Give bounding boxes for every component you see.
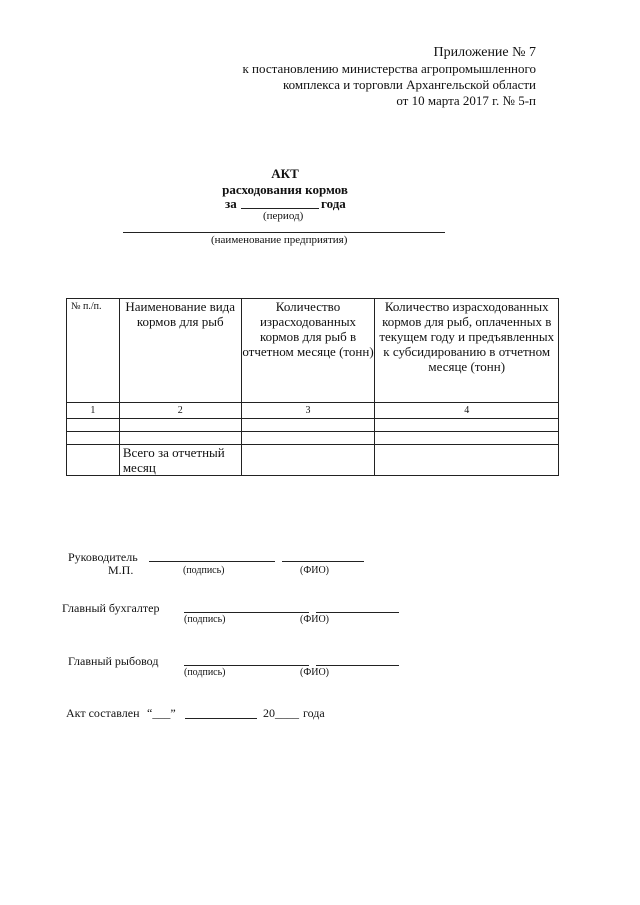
accountant-sign-line [184,612,309,613]
col-number-4: 4 [375,403,559,419]
head-fio-caption: (ФИО) [300,565,330,576]
col-number-1: 1 [67,403,120,419]
accountant-sign-caption: (подпись) [184,614,226,625]
act-made-label: Акт составлен [66,706,140,720]
table-cell [241,445,375,476]
enterprise-line [123,232,445,233]
accountant-fio-line [316,612,399,613]
header-quantity-subsidy: Количество израсходованных кормов для рыб, оплаченных в текущем году и предъявленных к субсидированию в отчетном месяце (тонн) [375,299,559,403]
col-number-2: 2 [119,403,241,419]
head-sign-caption: (подпись) [183,565,225,576]
fish-breeder-fio-caption: (ФИО) [300,667,330,678]
table-header-row [67,299,559,403]
feed-consumption-table [66,298,559,476]
table-cell [67,432,120,445]
za-label: за [225,196,237,211]
appendix-line-2: к постановлению министерства агропромышленного [242,61,536,76]
stamp-label: М.П. [108,563,134,577]
goda-label: года [321,196,346,211]
table-total-row [67,445,559,476]
header-number: № п./п. [67,299,120,403]
col-number-3: 3 [241,403,375,419]
table-row [67,432,559,445]
table-cell [375,419,559,432]
table-cell [375,432,559,445]
appendix-line-3: комплекса и торговли Архангельской области [282,77,536,92]
table-cell [119,419,241,432]
header-feed-name: Наименование вида кормов для рыб [119,299,241,403]
table-cell [119,432,241,445]
period-caption: (период) [263,210,304,222]
table-row [67,419,559,432]
table-column-numbers [67,403,559,419]
header-quantity-month: Количество израсходованных кормов для рыб в отчетном месяце (тонн) [241,299,375,403]
head-label: Руководитель [68,550,138,564]
act-year-prefix: 20____ [263,706,299,720]
act-year-suffix: года [303,706,325,720]
accountant-fio-caption: (ФИО) [300,614,330,625]
enterprise-caption: (наименование предприятия) [211,234,348,246]
accountant-label: Главный бухгалтер [62,601,160,615]
head-sign-line [149,561,275,562]
appendix-line-4: от 10 марта 2017 г. № 5-п [396,93,536,108]
act-title: АКТ [271,166,299,181]
table-cell [67,419,120,432]
total-label: Всего за отчетный месяц [119,445,241,476]
head-fio-line [282,561,364,562]
table-cell [67,445,120,476]
fish-breeder-sign-caption: (подпись) [184,667,226,678]
period-line [241,208,319,209]
act-subtitle: расходования кормов [222,182,348,197]
appendix-header [242,45,536,109]
fish-breeder-label: Главный рыбовод [68,654,159,668]
appendix-number: Приложение № 7 [433,45,536,60]
act-month-line [185,718,257,719]
table-cell [241,432,375,445]
act-day-quote: “___” [147,706,176,720]
fish-breeder-sign-line [184,665,309,666]
table-cell [375,445,559,476]
fish-breeder-fio-line [316,665,399,666]
table-cell [241,419,375,432]
